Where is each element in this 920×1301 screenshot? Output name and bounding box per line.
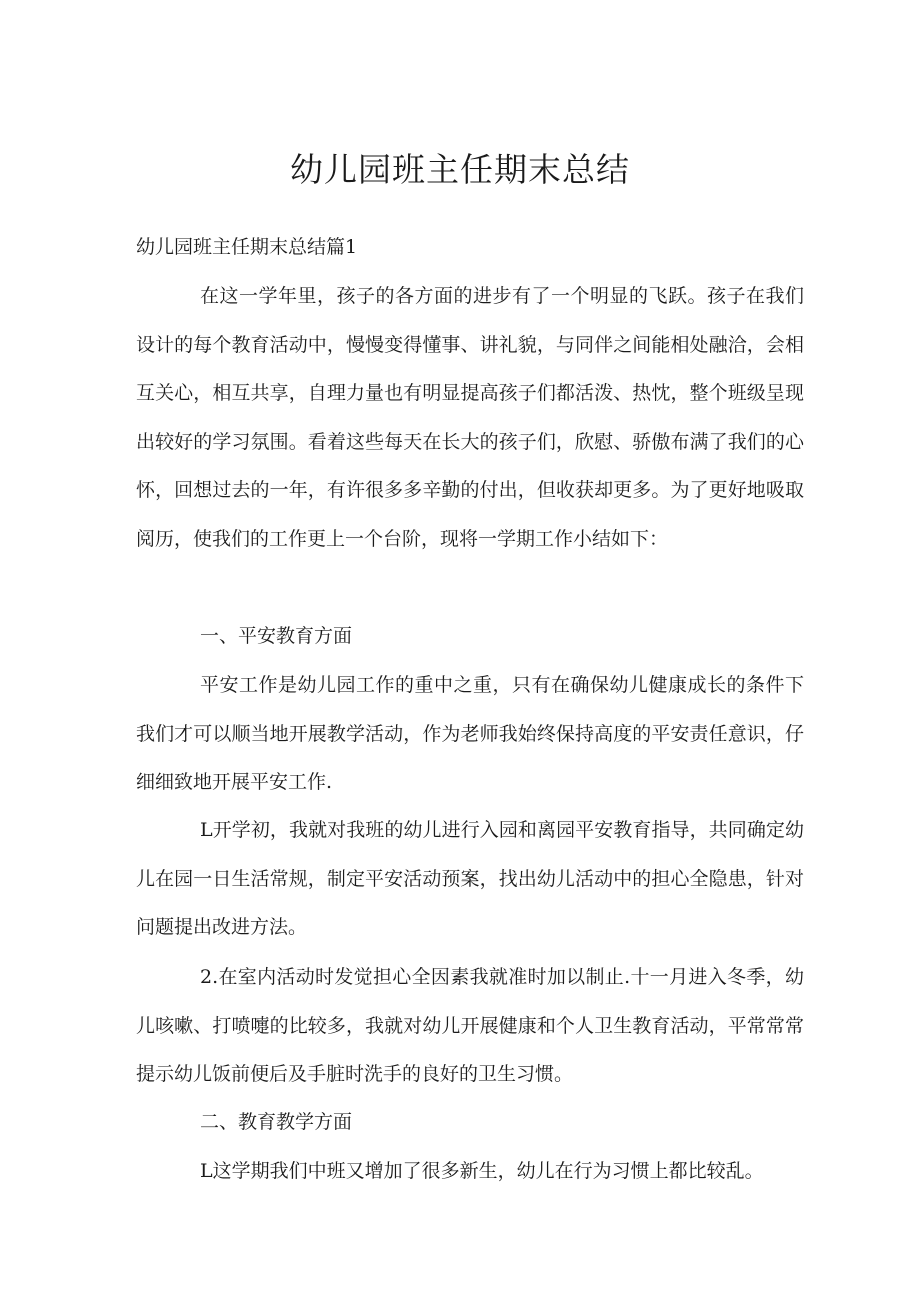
paragraph-teaching-item-1: L这学期我们中班又增加了很多新生，幼儿在行为习惯上都比较乱。: [200, 1160, 764, 1182]
paragraph-intro: 在这一学年里，孩子的各方面的进步有了一个明显的飞跃。孩子在我们设计的每个教育活动中，慢慢变得懂事、讲礼貌，与同伴之间能相处融洽，会相互关心，相互共享，自理力量也有明显提高孩子们都活泼、热忱，整个班级呈现出较好的学习氛围。看着这些每天在长大的孩子们，欣慰、骄傲布满了我们的心怀，回想过去的一年，有许很多多辛勤的付出，但收获却更多。为了更好地吸取阅历，使我们的工作更上一个台阶，现将一学期工作小结如下：: [136, 285, 804, 550]
section-heading-teaching: 二、教育教学方面: [200, 1111, 353, 1133]
document-subtitle: 幼儿园班主任期末总结篇1: [136, 236, 358, 258]
document-title: 幼儿园班主任期末总结: [290, 150, 630, 189]
paragraph-safety-item-1: L开学初，我就对我班的幼儿进行入园和离园平安教育指导，共同确定幼儿在园一日生活常规，制定平安活动预案，找出幼儿活动中的担心全隐患，针对问题提出改进方法。: [136, 819, 804, 939]
section-heading-safety: 一、平安教育方面: [200, 625, 353, 647]
paragraph-safety-item-2: 2.在室内活动时发觉担心全因素我就准时加以制止.十一月进入冬季，幼儿咳嗽、打喷嚏的比较多，我就对幼儿开展健康和个人卫生教育活动，平常常常提示幼儿饭前便后及手脏时洗手的良好的卫生习惯。: [136, 966, 804, 1086]
paragraph-safety-overview: 平安工作是幼儿园工作的重中之重，只有在确保幼儿健康成长的条件下我们才可以顺当地开展教学活动，作为老师我始终保持高度的平安责任意识，仔细细致地开展平安工作.: [136, 674, 804, 794]
